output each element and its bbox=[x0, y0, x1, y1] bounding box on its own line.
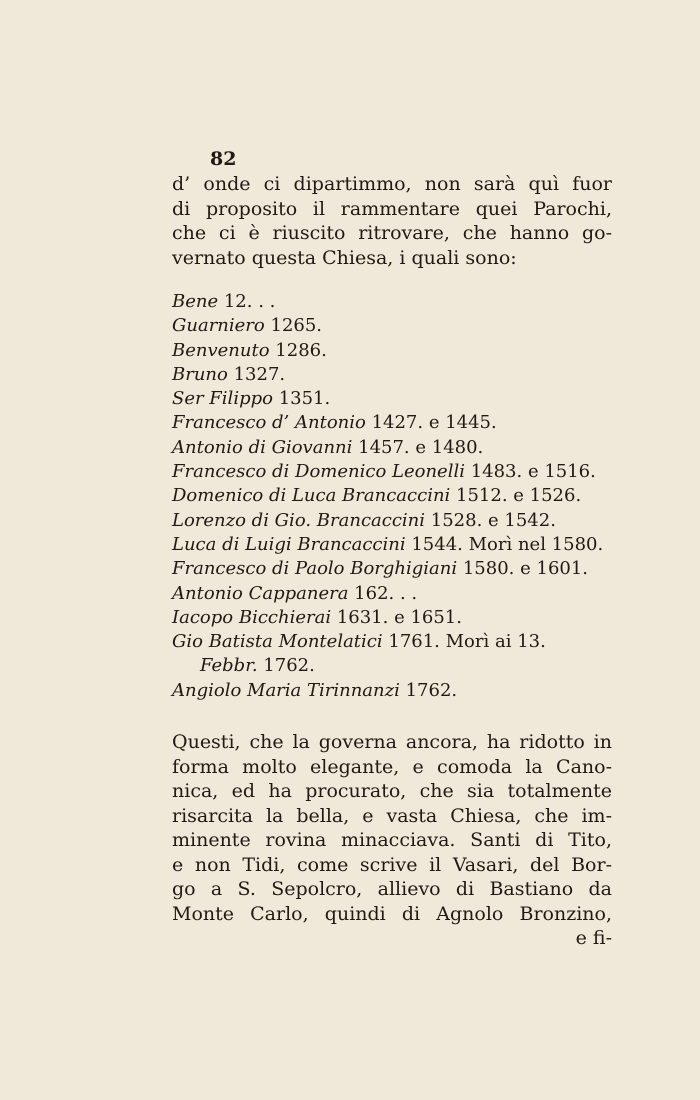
priest-years: 1457. e 1480. bbox=[358, 436, 484, 458]
priest-years: 1327. bbox=[233, 363, 286, 385]
priest-name: Bene bbox=[172, 291, 219, 312]
priest-name: Gio Batista Montelatici bbox=[172, 631, 383, 653]
list-item bbox=[172, 606, 612, 630]
parish-priest-list bbox=[172, 290, 612, 703]
list-item bbox=[172, 630, 612, 654]
list-item bbox=[172, 436, 612, 460]
priest-years: 1528. e 1542. bbox=[430, 509, 556, 531]
priest-name: Iacopo Bicchierai bbox=[172, 606, 332, 628]
text-line: di proposito il rammentare quei Parochi, bbox=[172, 197, 612, 220]
priest-name: Ser Filippo bbox=[172, 388, 273, 410]
list-item bbox=[172, 339, 612, 363]
text-line: d’ onde ci dipartimmo, non sarà quì fuor bbox=[172, 173, 612, 195]
list-item bbox=[172, 557, 612, 581]
list-item bbox=[172, 387, 612, 411]
priest-name: Febbr. bbox=[200, 655, 258, 677]
list-item bbox=[172, 363, 612, 387]
text-line: nica, ed ha procurato, che sia totalmente bbox=[172, 780, 612, 802]
list-item-continuation bbox=[172, 654, 612, 678]
priest-years: 1762. bbox=[263, 655, 315, 677]
list-item bbox=[172, 533, 612, 557]
priest-years: 1512. e 1526. bbox=[456, 485, 582, 507]
priest-name: Francesco d’ Antonio bbox=[172, 412, 366, 434]
intro-paragraph bbox=[172, 172, 612, 270]
text-line: go a S. Sepolcro, allievo di Bastiano da bbox=[172, 878, 612, 900]
list-item bbox=[172, 460, 612, 484]
priest-years: 1631. e 1651. bbox=[336, 606, 462, 628]
catchword: e fi- bbox=[575, 927, 612, 949]
priest-years: 12. . . bbox=[223, 291, 276, 312]
closing-paragraph bbox=[172, 730, 612, 951]
priest-years: 1286. bbox=[275, 339, 327, 361]
priest-years: 1483. e 1516. bbox=[470, 461, 596, 483]
priest-name: Lorenzo di Gio. Brancaccini bbox=[172, 509, 426, 531]
page-number: 82 bbox=[210, 148, 237, 170]
priest-years: 1580. e 1601. bbox=[462, 558, 589, 580]
priest-name: Luca di Luigi Brancaccini bbox=[172, 533, 406, 555]
text-line: Questi, che la governa ancora, ha ridotto in bbox=[172, 731, 612, 753]
list-item bbox=[172, 314, 612, 338]
priest-years: 1351. bbox=[278, 388, 331, 410]
priest-name: Francesco di Paolo Borghigiani bbox=[172, 558, 458, 580]
priest-years: 1762. bbox=[405, 679, 458, 701]
text-line: minente rovina minacciava. Santi di Tito, bbox=[172, 829, 612, 851]
list-item bbox=[172, 484, 612, 508]
priest-name: Francesco di Domenico Leonelli bbox=[172, 461, 465, 483]
text-line: che ci è riuscito ritrovare, che hanno go- bbox=[172, 222, 612, 244]
list-item bbox=[172, 411, 612, 435]
list-item bbox=[172, 582, 612, 606]
priest-name: Bruno bbox=[172, 363, 228, 385]
priest-years: 1544. Morì nel 1580. bbox=[411, 533, 604, 555]
priest-name: Domenico di Luca Brancaccini bbox=[172, 485, 451, 507]
priest-years: 1265. bbox=[270, 315, 323, 337]
priest-name: Guarniero bbox=[172, 315, 265, 337]
priest-years: 1427. e 1445. bbox=[371, 412, 497, 434]
text-line: vernato questa Chiesa, i quali sono: bbox=[172, 246, 517, 269]
priest-name: Antonio di Giovanni bbox=[172, 436, 353, 458]
priest-years: 1761. Morì ai 13. bbox=[388, 631, 546, 653]
list-item bbox=[172, 509, 612, 533]
priest-name: Angiolo Maria Tirinnanzi bbox=[172, 679, 400, 701]
list-item bbox=[172, 290, 612, 314]
text-line: risarcita la bella, e vasta Chiesa, che im- bbox=[172, 804, 612, 827]
priest-name: Antonio Cappanera bbox=[172, 582, 349, 604]
text-line: forma molto elegante, e comoda la Cano- bbox=[172, 755, 612, 778]
priest-name: Benvenuto bbox=[172, 339, 270, 361]
priest-years: 162. . . bbox=[354, 582, 418, 604]
list-item bbox=[172, 679, 612, 703]
text-line: Monte Carlo, quindi di Agnolo Bronzino, bbox=[172, 902, 612, 925]
text-line: e non Tidi, come scrive il Vasari, del Bor- bbox=[172, 853, 612, 876]
